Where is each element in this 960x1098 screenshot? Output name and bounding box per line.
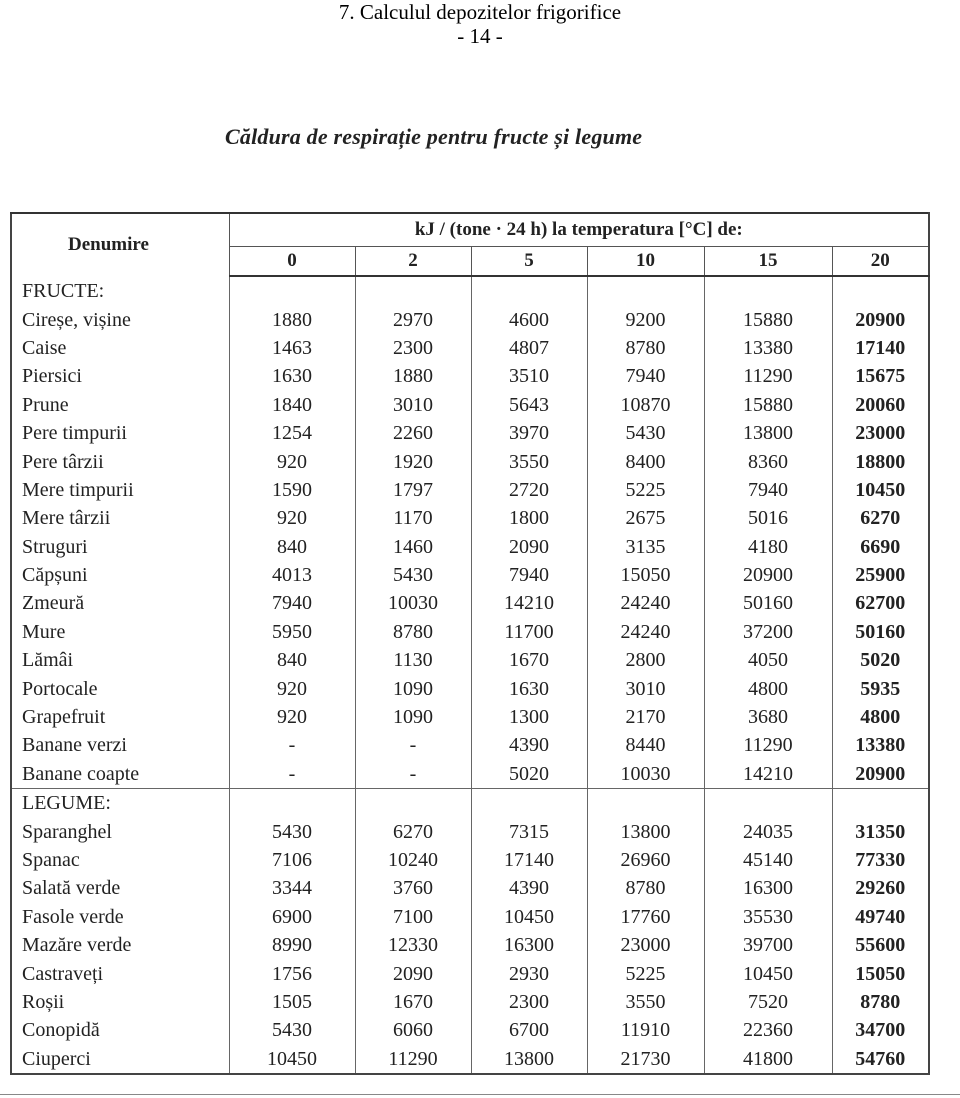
table-row <box>11 959 929 987</box>
heat-value-cell: 1090 <box>355 703 471 731</box>
heat-value-cell: 10030 <box>587 760 704 789</box>
heat-value-cell: 2970 <box>355 305 471 333</box>
page-number: - 14 - <box>457 24 503 48</box>
heat-value-cell: 20060 <box>832 391 929 419</box>
heat-value-cell: 6900 <box>229 903 355 931</box>
product-name: Struguri <box>11 533 229 561</box>
heat-value-cell: 5430 <box>229 817 355 845</box>
table-row <box>11 874 929 902</box>
heat-value-cell: 2675 <box>587 504 704 532</box>
empty-cell <box>704 789 832 818</box>
temp-header: 5 <box>471 247 587 277</box>
product-name: Prune <box>11 391 229 419</box>
table-row <box>11 561 929 589</box>
heat-value-cell: 26960 <box>587 846 704 874</box>
heat-value-cell: 34700 <box>832 1016 929 1044</box>
heat-value-cell: 3550 <box>471 447 587 475</box>
heat-value-cell: 920 <box>229 504 355 532</box>
heat-value-cell: 10870 <box>587 391 704 419</box>
heat-value-cell: 2720 <box>471 476 587 504</box>
heat-value-cell: 6060 <box>355 1016 471 1044</box>
product-name: Castraveți <box>11 959 229 987</box>
heat-value-cell: 15050 <box>587 561 704 589</box>
table-title: Căldura de respirație pentru fructe și legume <box>225 124 643 149</box>
heat-value-cell: 1460 <box>355 533 471 561</box>
heat-value-cell: 3760 <box>355 874 471 902</box>
heat-value-cell: 920 <box>229 674 355 702</box>
heat-value-cell: 1756 <box>229 959 355 987</box>
heat-value-cell: 920 <box>229 703 355 731</box>
product-name: Portocale <box>11 674 229 702</box>
heat-value-cell: 12330 <box>355 931 471 959</box>
table-row <box>11 334 929 362</box>
heat-value-cell: 3510 <box>471 362 587 390</box>
empty-cell <box>229 276 355 305</box>
heat-value-cell: 8780 <box>355 618 471 646</box>
heat-value-cell: 5950 <box>229 618 355 646</box>
table-row <box>11 731 929 759</box>
heat-value-cell: 4600 <box>471 305 587 333</box>
empty-cell <box>587 789 704 818</box>
table-row <box>11 447 929 475</box>
heat-value-cell: 1590 <box>229 476 355 504</box>
section-row <box>11 276 929 305</box>
empty-cell <box>832 789 929 818</box>
heat-value-cell: 8780 <box>587 874 704 902</box>
heat-value-cell: 31350 <box>832 817 929 845</box>
heat-value-cell: 14210 <box>704 760 832 789</box>
heat-value-cell: 5430 <box>229 1016 355 1044</box>
product-name: Roșii <box>11 988 229 1016</box>
heat-value-cell: 8990 <box>229 931 355 959</box>
heat-value-cell: 25900 <box>832 561 929 589</box>
heat-value-cell: 3970 <box>471 419 587 447</box>
heat-value-cell: 9200 <box>587 305 704 333</box>
heat-value-cell: 1630 <box>229 362 355 390</box>
heat-value-cell: 29260 <box>832 874 929 902</box>
heat-value-cell: 5225 <box>587 476 704 504</box>
heat-value-cell: 3010 <box>587 674 704 702</box>
heat-value-cell: 17140 <box>832 334 929 362</box>
heat-value-cell: 15050 <box>832 959 929 987</box>
heat-value-cell: 3550 <box>587 988 704 1016</box>
heat-value-cell: 15880 <box>704 305 832 333</box>
heat-value-cell: 2170 <box>587 703 704 731</box>
heat-value-cell: 6690 <box>832 533 929 561</box>
heat-value-cell: 6700 <box>471 1016 587 1044</box>
table-row <box>11 674 929 702</box>
heat-value-cell: 6270 <box>355 817 471 845</box>
heat-value-cell: 4390 <box>471 731 587 759</box>
heat-value-cell: 1670 <box>355 988 471 1016</box>
heat-value-cell: 920 <box>229 447 355 475</box>
product-name: Mere timpurii <box>11 476 229 504</box>
product-name: Mazăre verde <box>11 931 229 959</box>
heat-value-cell: 13800 <box>704 419 832 447</box>
heat-value-cell: 7100 <box>355 903 471 931</box>
heat-value-cell: 4800 <box>832 703 929 731</box>
heat-value-cell: 6270 <box>832 504 929 532</box>
table-row <box>11 846 929 874</box>
heat-value-cell: 7940 <box>229 589 355 617</box>
heat-value-cell: 22360 <box>704 1016 832 1044</box>
table-row <box>11 419 929 447</box>
chapter-title: 7. Calculul depozitelor frigorifice <box>338 0 622 24</box>
heat-value-cell: 24240 <box>587 618 704 646</box>
heat-value-cell: 45140 <box>704 846 832 874</box>
heat-value-cell: 1630 <box>471 674 587 702</box>
heat-value-cell: 4050 <box>704 646 832 674</box>
heat-value-cell: - <box>355 760 471 789</box>
table-row <box>11 589 929 617</box>
temp-header: 0 <box>229 247 355 277</box>
table-row <box>11 1045 929 1074</box>
temp-header: 2 <box>355 247 471 277</box>
heat-value-cell: 10240 <box>355 846 471 874</box>
heat-value-cell: 2300 <box>355 334 471 362</box>
heat-value-cell: 24035 <box>704 817 832 845</box>
heat-value-cell: 39700 <box>704 931 832 959</box>
heat-value-cell: 4800 <box>704 674 832 702</box>
heat-value-cell: 3135 <box>587 533 704 561</box>
heat-value-cell: 4807 <box>471 334 587 362</box>
heat-value-cell: 62700 <box>832 589 929 617</box>
heat-value-cell: 1800 <box>471 504 587 532</box>
page-header <box>0 0 960 48</box>
table-row <box>11 760 929 789</box>
heat-value-cell: 17760 <box>587 903 704 931</box>
col-header-name: Denumire <box>11 213 229 276</box>
table-row <box>11 1016 929 1044</box>
heat-value-cell: 1797 <box>355 476 471 504</box>
product-name: Banane coapte <box>11 760 229 789</box>
product-name: Ciuperci <box>11 1045 229 1074</box>
heat-value-cell: 7520 <box>704 988 832 1016</box>
empty-cell <box>355 789 471 818</box>
col-header-unit: kJ / (tone · 24 h) la temperatura [°C] de: <box>229 213 929 247</box>
heat-value-cell: 2800 <box>587 646 704 674</box>
product-name: Grapefruit <box>11 703 229 731</box>
heat-value-cell: 16300 <box>704 874 832 902</box>
heat-value-cell: 23000 <box>832 419 929 447</box>
heat-value-cell: 20900 <box>832 305 929 333</box>
temp-header: 15 <box>704 247 832 277</box>
heat-value-cell: 23000 <box>587 931 704 959</box>
heat-value-cell: 4180 <box>704 533 832 561</box>
heat-value-cell: 10450 <box>471 903 587 931</box>
heat-value-cell: 8400 <box>587 447 704 475</box>
heat-value-cell: 840 <box>229 646 355 674</box>
table-row <box>11 646 929 674</box>
heat-value-cell: 50160 <box>832 618 929 646</box>
heat-value-cell: 20900 <box>704 561 832 589</box>
heat-value-cell: 10450 <box>832 476 929 504</box>
heat-value-cell: 41800 <box>704 1045 832 1074</box>
heat-value-cell: 1090 <box>355 674 471 702</box>
heat-value-cell: 16300 <box>471 931 587 959</box>
heat-value-cell: 1670 <box>471 646 587 674</box>
table-row <box>11 703 929 731</box>
heat-value-cell: 8780 <box>832 988 929 1016</box>
product-name: Pere târzii <box>11 447 229 475</box>
heat-value-cell: 10450 <box>704 959 832 987</box>
heat-value-cell: 1130 <box>355 646 471 674</box>
heat-value-cell: 7106 <box>229 846 355 874</box>
bottom-divider <box>0 1094 960 1095</box>
empty-cell <box>471 789 587 818</box>
product-name: Mere târzii <box>11 504 229 532</box>
table-row <box>11 362 929 390</box>
product-name: Lămâi <box>11 646 229 674</box>
heat-value-cell: 1170 <box>355 504 471 532</box>
heat-value-cell: 2090 <box>471 533 587 561</box>
heat-value-cell: 2260 <box>355 419 471 447</box>
heat-value-cell: 11910 <box>587 1016 704 1044</box>
heat-value-cell: 7315 <box>471 817 587 845</box>
heat-value-cell: 3010 <box>355 391 471 419</box>
heat-value-cell: 10030 <box>355 589 471 617</box>
table-row <box>11 391 929 419</box>
heat-value-cell: 37200 <box>704 618 832 646</box>
heat-value-cell: 15675 <box>832 362 929 390</box>
heat-value-cell: 13380 <box>704 334 832 362</box>
heat-value-cell: 5430 <box>355 561 471 589</box>
heat-value-cell: 13800 <box>471 1045 587 1074</box>
heat-value-cell: 7940 <box>704 476 832 504</box>
heat-value-cell: 1880 <box>355 362 471 390</box>
section-row <box>11 789 929 818</box>
empty-cell <box>355 276 471 305</box>
table-row <box>11 988 929 1016</box>
product-name: Căpșuni <box>11 561 229 589</box>
heat-value-cell: 2930 <box>471 959 587 987</box>
heat-value-cell: 50160 <box>704 589 832 617</box>
heat-value-cell: 11290 <box>355 1045 471 1074</box>
heat-value-cell: 17140 <box>471 846 587 874</box>
heat-value-cell: 1254 <box>229 419 355 447</box>
heat-value-cell: 7940 <box>587 362 704 390</box>
heat-value-cell: 1880 <box>229 305 355 333</box>
product-name: Fasole verde <box>11 903 229 931</box>
respiration-heat-table <box>10 212 930 1075</box>
product-name: Caise <box>11 334 229 362</box>
heat-value-cell: 11290 <box>704 731 832 759</box>
section-label: LEGUME: <box>11 789 229 818</box>
heat-value-cell: 10450 <box>229 1045 355 1074</box>
empty-cell <box>471 276 587 305</box>
table-row <box>11 533 929 561</box>
product-name: Pere timpurii <box>11 419 229 447</box>
heat-value-cell: 1300 <box>471 703 587 731</box>
temp-header: 10 <box>587 247 704 277</box>
heat-value-cell: 77330 <box>832 846 929 874</box>
heat-value-cell: 11700 <box>471 618 587 646</box>
heat-value-cell: 18800 <box>832 447 929 475</box>
heat-value-cell: 4013 <box>229 561 355 589</box>
heat-value-cell: 49740 <box>832 903 929 931</box>
heat-value-cell: 13800 <box>587 817 704 845</box>
heat-value-cell: 5016 <box>704 504 832 532</box>
product-name: Cireșe, vișine <box>11 305 229 333</box>
product-name: Piersici <box>11 362 229 390</box>
empty-cell <box>704 276 832 305</box>
heat-value-cell: 4390 <box>471 874 587 902</box>
heat-value-cell: 7940 <box>471 561 587 589</box>
product-name: Sparanghel <box>11 817 229 845</box>
table-row <box>11 305 929 333</box>
heat-value-cell: 55600 <box>832 931 929 959</box>
table-row <box>11 618 929 646</box>
heat-value-cell: 1920 <box>355 447 471 475</box>
heat-value-cell: 11290 <box>704 362 832 390</box>
heat-value-cell: 1463 <box>229 334 355 362</box>
heat-value-cell: 5643 <box>471 391 587 419</box>
heat-value-cell: 8780 <box>587 334 704 362</box>
heat-value-cell: 8360 <box>704 447 832 475</box>
heat-value-cell: 5020 <box>471 760 587 789</box>
heat-value-cell: 20900 <box>832 760 929 789</box>
heat-value-cell: - <box>355 731 471 759</box>
temp-header: 20 <box>832 247 929 277</box>
product-name: Salată verde <box>11 874 229 902</box>
heat-value-cell: 13380 <box>832 731 929 759</box>
heat-value-cell: 5935 <box>832 674 929 702</box>
product-name: Spanac <box>11 846 229 874</box>
table-body <box>11 276 929 1074</box>
heat-value-cell: 54760 <box>832 1045 929 1074</box>
heat-value-cell: 21730 <box>587 1045 704 1074</box>
table-row <box>11 931 929 959</box>
table-row <box>11 504 929 532</box>
heat-value-cell: 3344 <box>229 874 355 902</box>
table-row <box>11 817 929 845</box>
heat-value-cell: 3680 <box>704 703 832 731</box>
heat-value-cell: 5225 <box>587 959 704 987</box>
heat-value-cell: 14210 <box>471 589 587 617</box>
empty-cell <box>229 789 355 818</box>
table-row <box>11 476 929 504</box>
heat-value-cell: 840 <box>229 533 355 561</box>
heat-value-cell: 35530 <box>704 903 832 931</box>
product-name: Banane verzi <box>11 731 229 759</box>
heat-value-cell: 5020 <box>832 646 929 674</box>
product-name: Conopidă <box>11 1016 229 1044</box>
heat-value-cell: 1505 <box>229 988 355 1016</box>
heat-value-cell: 2090 <box>355 959 471 987</box>
heat-value-cell: 1840 <box>229 391 355 419</box>
product-name: Mure <box>11 618 229 646</box>
heat-value-cell: 15880 <box>704 391 832 419</box>
section-label: FRUCTE: <box>11 276 229 305</box>
heat-value-cell: 8440 <box>587 731 704 759</box>
heat-value-cell: 24240 <box>587 589 704 617</box>
empty-cell <box>587 276 704 305</box>
heat-value-cell: 5430 <box>587 419 704 447</box>
heat-value-cell: 2300 <box>471 988 587 1016</box>
heat-value-cell: - <box>229 760 355 789</box>
table-row <box>11 903 929 931</box>
product-name: Zmeură <box>11 589 229 617</box>
heat-value-cell: - <box>229 731 355 759</box>
empty-cell <box>832 276 929 305</box>
